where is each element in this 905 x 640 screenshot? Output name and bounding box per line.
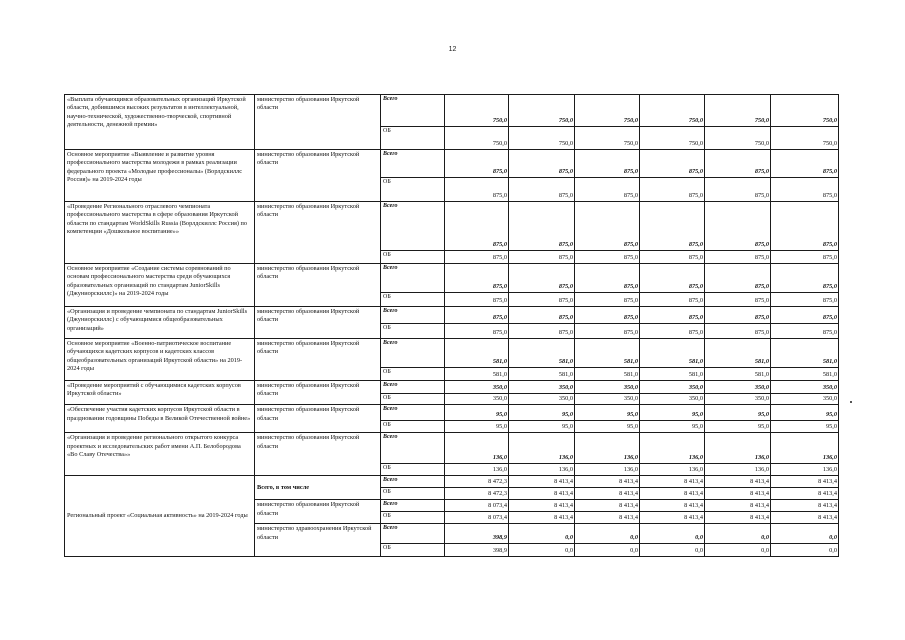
measure-name: Основное мероприятие «Создание системы соревнований по основам профессионального мастерства среди обучающихся образовательных организаций по стандартам JuniorSkills (Джуниорскиллс)» на 2019-2024 годы <box>65 264 255 307</box>
funding-source: Всего <box>381 433 445 464</box>
funding-source: Всего <box>381 264 445 293</box>
amount-cell: 350,0 <box>445 381 509 394</box>
amount-cell: 750,0 <box>509 127 575 150</box>
executor-cell: министерство образования Иркутской области <box>255 405 381 433</box>
funding-source: ОБ <box>381 293 445 307</box>
table-row <box>65 264 839 293</box>
amount-cell: 0,0 <box>705 544 771 557</box>
project-name: Региональный проект «Социальная активность» на 2019-2024 годы <box>65 476 255 557</box>
funding-source: Всего <box>381 524 445 544</box>
executor-cell: министерство здравоохранения Иркутской области <box>255 524 381 557</box>
amount-cell: 136,0 <box>640 464 705 476</box>
amount-cell: 581,0 <box>575 368 640 381</box>
amount-cell: 350,0 <box>640 394 705 405</box>
amount-cell: 750,0 <box>640 127 705 150</box>
table-row <box>65 150 839 178</box>
amount-cell: 875,0 <box>640 264 705 293</box>
amount-cell: 8 413,4 <box>640 512 705 524</box>
amount-cell: 8 413,4 <box>705 500 771 512</box>
amount-cell: 750,0 <box>771 95 839 127</box>
amount-cell: 581,0 <box>705 339 771 368</box>
amount-cell: 8 413,4 <box>509 512 575 524</box>
amount-cell: 875,0 <box>575 251 640 264</box>
executor-cell: министерство образования Иркутской области <box>255 307 381 339</box>
amount-cell: 581,0 <box>509 339 575 368</box>
financing-table <box>64 94 839 557</box>
amount-cell: 8 413,4 <box>771 500 839 512</box>
table-row <box>65 433 839 464</box>
amount-cell: 8 073,4 <box>445 500 509 512</box>
executor-cell: министерство образования Иркутской области <box>255 95 381 150</box>
amount-cell: 875,0 <box>509 150 575 178</box>
amount-cell: 8 472,3 <box>445 476 509 488</box>
amount-cell: 875,0 <box>445 324 509 339</box>
executor-cell: министерство образования Иркутской области <box>255 150 381 202</box>
funding-source: Всего <box>381 150 445 178</box>
measure-name: «Проведение мероприятий с обучающимися кадетских корпусов Иркутской области» <box>65 381 255 405</box>
amount-cell: 875,0 <box>445 178 509 202</box>
executor-cell: министерство образования Иркутской области <box>255 433 381 476</box>
amount-cell: 95,0 <box>640 405 705 421</box>
amount-cell: 8 413,4 <box>575 500 640 512</box>
funding-source: ОБ <box>381 394 445 405</box>
amount-cell: 875,0 <box>445 307 509 324</box>
amount-cell: 8 413,4 <box>640 476 705 488</box>
amount-cell: 136,0 <box>509 464 575 476</box>
table-row <box>65 307 839 324</box>
amount-cell: 8 413,4 <box>575 512 640 524</box>
amount-cell: 875,0 <box>445 293 509 307</box>
amount-cell: 875,0 <box>575 293 640 307</box>
amount-cell: 875,0 <box>509 307 575 324</box>
amount-cell: 0,0 <box>640 544 705 557</box>
amount-cell: 581,0 <box>509 368 575 381</box>
amount-cell: 581,0 <box>640 339 705 368</box>
amount-cell: 95,0 <box>705 421 771 433</box>
amount-cell: 8 073,4 <box>445 512 509 524</box>
amount-cell: 136,0 <box>705 464 771 476</box>
executor-cell: министерство образования Иркутской области <box>255 339 381 381</box>
amount-cell: 136,0 <box>771 464 839 476</box>
amount-cell: 350,0 <box>640 381 705 394</box>
amount-cell: 8 413,4 <box>640 488 705 500</box>
amount-cell: 95,0 <box>771 405 839 421</box>
amount-cell: 95,0 <box>509 405 575 421</box>
funding-source: Всего <box>381 381 445 394</box>
amount-cell: 875,0 <box>575 150 640 178</box>
amount-cell: 8 413,4 <box>575 476 640 488</box>
amount-cell: 350,0 <box>509 394 575 405</box>
measure-name: «Проведение Регионального отраслевого чемпионата профессионального мастерства в сфере образования Иркутской области по стандартам WorldSkills Russia (Ворлдскиллс Россия) по компетенции «Дошкольное воспитание»» <box>65 202 255 264</box>
amount-cell: 0,0 <box>640 524 705 544</box>
page-number: 12 <box>448 46 457 53</box>
amount-cell: 875,0 <box>771 178 839 202</box>
amount-cell: 136,0 <box>509 433 575 464</box>
amount-cell: 581,0 <box>705 368 771 381</box>
amount-cell: 750,0 <box>509 95 575 127</box>
amount-cell: 750,0 <box>705 127 771 150</box>
funding-source: Всего <box>381 339 445 368</box>
amount-cell: 0,0 <box>771 544 839 557</box>
funding-source: ОБ <box>381 251 445 264</box>
amount-cell: 750,0 <box>575 127 640 150</box>
table-row <box>65 95 839 127</box>
amount-cell: 875,0 <box>575 307 640 324</box>
measure-name: «Организация и проведение регионального открытого конкурса проектных и исследовательских работ имени А.П. Белобородова «Во Славу Отечества»» <box>65 433 255 476</box>
amount-cell: 875,0 <box>640 307 705 324</box>
amount-cell: 8 413,4 <box>509 476 575 488</box>
amount-cell: 136,0 <box>575 464 640 476</box>
amount-cell: 136,0 <box>771 433 839 464</box>
funding-source: ОБ <box>381 178 445 202</box>
funding-source: ОБ <box>381 368 445 381</box>
funding-source: Всего <box>381 95 445 127</box>
amount-cell: 95,0 <box>575 421 640 433</box>
funding-source: Всего <box>381 476 445 488</box>
amount-cell: 8 413,4 <box>771 488 839 500</box>
measure-name: «Организация и проведение чемпионата по стандартам JuniorSkills (Джуниорскиллс) с обучающимися общеобразовательных организаций» <box>65 307 255 339</box>
executor-cell: Всего, в том числе <box>255 476 381 500</box>
amount-cell: 875,0 <box>771 251 839 264</box>
amount-cell: 875,0 <box>705 150 771 178</box>
amount-cell: 0,0 <box>575 524 640 544</box>
measure-name: «Выплата обучающимся образовательных организаций Иркутской области, добившимся высоких результатов в интеллектуальной, научно-технической, художественно-творческой, спортивной деятельности, денежной премии» <box>65 95 255 150</box>
amount-cell: 875,0 <box>575 178 640 202</box>
amount-cell: 875,0 <box>640 202 705 251</box>
amount-cell: 875,0 <box>640 178 705 202</box>
amount-cell: 875,0 <box>509 202 575 251</box>
funding-source: Всего <box>381 202 445 251</box>
amount-cell: 875,0 <box>445 202 509 251</box>
amount-cell: 875,0 <box>640 150 705 178</box>
amount-cell: 875,0 <box>575 264 640 293</box>
amount-cell: 581,0 <box>445 339 509 368</box>
amount-cell: 136,0 <box>445 464 509 476</box>
amount-cell: 875,0 <box>705 251 771 264</box>
table-row <box>65 381 839 394</box>
amount-cell: 875,0 <box>509 264 575 293</box>
funding-source: ОБ <box>381 421 445 433</box>
amount-cell: 8 472,3 <box>445 488 509 500</box>
funding-source: ОБ <box>381 127 445 150</box>
amount-cell: 875,0 <box>771 324 839 339</box>
funding-source: Всего <box>381 500 445 512</box>
amount-cell: 875,0 <box>640 251 705 264</box>
amount-cell: 95,0 <box>771 421 839 433</box>
table-row <box>65 405 839 421</box>
amount-cell: 875,0 <box>509 251 575 264</box>
amount-cell: 875,0 <box>575 324 640 339</box>
executor-cell: министерство образования Иркутской области <box>255 381 381 405</box>
amount-cell: 95,0 <box>640 421 705 433</box>
funding-source: Всего <box>381 405 445 421</box>
amount-cell: 350,0 <box>509 381 575 394</box>
amount-cell: 8 413,4 <box>509 500 575 512</box>
measure-name: Основное мероприятие «Военно-патриотическое воспитание обучающихся кадетских корпусов и кадетских классов общеобразовательных организаций Иркутской области» на 2019-2024 годы <box>65 339 255 381</box>
amount-cell: 875,0 <box>705 178 771 202</box>
amount-cell: 750,0 <box>445 95 509 127</box>
amount-cell: 0,0 <box>771 524 839 544</box>
table-row <box>65 476 839 488</box>
amount-cell: 875,0 <box>771 307 839 324</box>
measure-name: Основное мероприятие «Выявление и развитие уровня профессионального мастерства молодежи в рамках реализации федерального проекта «Молодые профессионалы» (Ворлдскиллс Россия)» на 2019-2024 годы <box>65 150 255 202</box>
amount-cell: 875,0 <box>705 264 771 293</box>
amount-cell: 95,0 <box>705 405 771 421</box>
amount-cell: 350,0 <box>575 394 640 405</box>
amount-cell: 8 413,4 <box>640 500 705 512</box>
amount-cell: 136,0 <box>575 433 640 464</box>
scan-speck <box>850 401 852 403</box>
amount-cell: 95,0 <box>445 405 509 421</box>
amount-cell: 398,9 <box>445 524 509 544</box>
amount-cell: 875,0 <box>445 150 509 178</box>
amount-cell: 875,0 <box>705 324 771 339</box>
amount-cell: 8 413,4 <box>705 476 771 488</box>
amount-cell: 8 413,4 <box>771 512 839 524</box>
amount-cell: 875,0 <box>509 178 575 202</box>
amount-cell: 136,0 <box>445 433 509 464</box>
amount-cell: 136,0 <box>640 433 705 464</box>
amount-cell: 750,0 <box>705 95 771 127</box>
amount-cell: 95,0 <box>509 421 575 433</box>
amount-cell: 0,0 <box>575 544 640 557</box>
amount-cell: 875,0 <box>771 293 839 307</box>
funding-source: ОБ <box>381 324 445 339</box>
amount-cell: 750,0 <box>771 127 839 150</box>
amount-cell: 8 413,4 <box>575 488 640 500</box>
amount-cell: 581,0 <box>640 368 705 381</box>
funding-source: ОБ <box>381 512 445 524</box>
executor-cell: министерство образования Иркутской области <box>255 202 381 264</box>
amount-cell: 0,0 <box>509 524 575 544</box>
amount-cell: 875,0 <box>771 264 839 293</box>
amount-cell: 581,0 <box>771 339 839 368</box>
amount-cell: 8 413,4 <box>705 488 771 500</box>
amount-cell: 750,0 <box>640 95 705 127</box>
amount-cell: 8 413,4 <box>509 488 575 500</box>
amount-cell: 875,0 <box>705 293 771 307</box>
amount-cell: 350,0 <box>575 381 640 394</box>
amount-cell: 875,0 <box>509 324 575 339</box>
funding-source: ОБ <box>381 464 445 476</box>
executor-cell: министерство образования Иркутской области <box>255 264 381 307</box>
amount-cell: 350,0 <box>771 381 839 394</box>
funding-source: Всего <box>381 307 445 324</box>
amount-cell: 350,0 <box>445 394 509 405</box>
amount-cell: 875,0 <box>445 251 509 264</box>
amount-cell: 875,0 <box>640 324 705 339</box>
amount-cell: 875,0 <box>771 150 839 178</box>
amount-cell: 398,9 <box>445 544 509 557</box>
amount-cell: 875,0 <box>771 202 839 251</box>
amount-cell: 875,0 <box>575 202 640 251</box>
amount-cell: 0,0 <box>509 544 575 557</box>
amount-cell: 350,0 <box>705 394 771 405</box>
executor-cell: министерство образования Иркутской области <box>255 500 381 524</box>
amount-cell: 875,0 <box>705 202 771 251</box>
funding-source: ОБ <box>381 544 445 557</box>
amount-cell: 875,0 <box>640 293 705 307</box>
amount-cell: 875,0 <box>705 307 771 324</box>
amount-cell: 350,0 <box>771 394 839 405</box>
amount-cell: 581,0 <box>771 368 839 381</box>
funding-source: ОБ <box>381 488 445 500</box>
amount-cell: 875,0 <box>509 293 575 307</box>
measure-name: «Обеспечение участия кадетских корпусов Иркутской области в праздновании годовщины Победы в Великой Отечественной войне» <box>65 405 255 433</box>
amount-cell: 8 413,4 <box>771 476 839 488</box>
amount-cell: 95,0 <box>575 405 640 421</box>
amount-cell: 875,0 <box>445 264 509 293</box>
amount-cell: 750,0 <box>575 95 640 127</box>
amount-cell: 750,0 <box>445 127 509 150</box>
table-row <box>65 339 839 368</box>
amount-cell: 581,0 <box>575 339 640 368</box>
amount-cell: 136,0 <box>705 433 771 464</box>
amount-cell: 581,0 <box>445 368 509 381</box>
amount-cell: 8 413,4 <box>705 512 771 524</box>
table-row <box>65 202 839 251</box>
amount-cell: 350,0 <box>705 381 771 394</box>
amount-cell: 95,0 <box>445 421 509 433</box>
amount-cell: 0,0 <box>705 524 771 544</box>
